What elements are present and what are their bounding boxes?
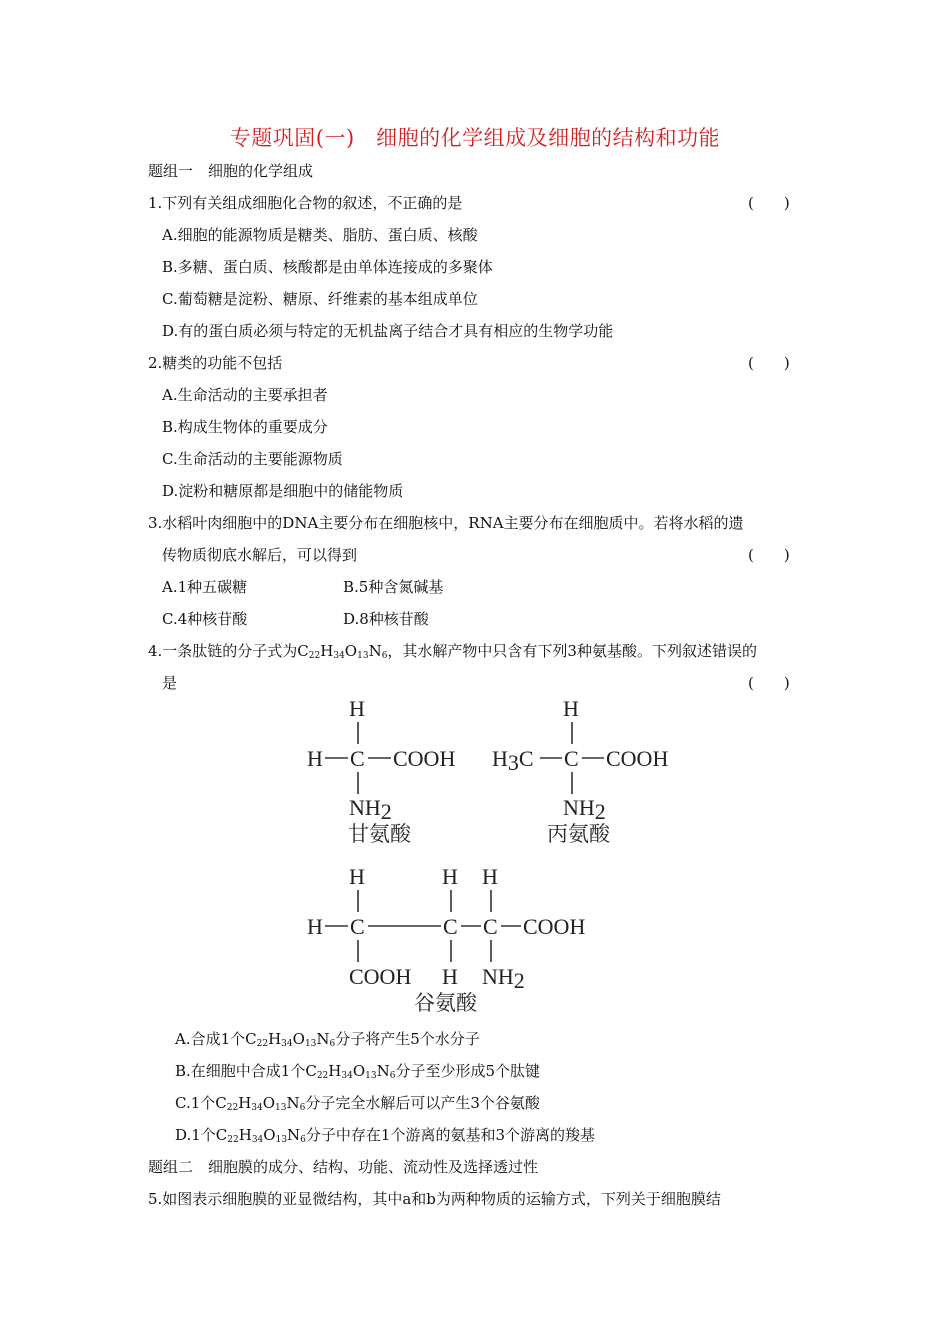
glycine-carboxyl: COOH bbox=[393, 746, 456, 771]
question-3-option-d: D.8种核苷酸 bbox=[343, 610, 429, 628]
glutamate-bottom-h: H bbox=[442, 964, 458, 989]
question-1-option-c: C.葡萄糖是淀粉、糖原、纤维素的基本组成单位 bbox=[162, 290, 478, 308]
question-2-option-b: B.构成生物体的重要成分 bbox=[162, 418, 328, 436]
glutamate-carboxyl: COOH bbox=[523, 914, 586, 939]
glutamate-side-carboxyl: COOH bbox=[349, 964, 412, 989]
question-3-option-b: B.5种含氮碱基 bbox=[343, 578, 444, 596]
glycine-left-h: H bbox=[307, 746, 323, 771]
question-4-option-d: D.1个$C_{22}H_{34}O_{13}N_6$分子中存在1个游离的氨基和3个游离的羧基 bbox=[175, 1126, 595, 1145]
question-2-option-a: A.生命活动的主要承担者 bbox=[162, 386, 328, 404]
section-heading-1: 题组一 细胞的化学组成 bbox=[148, 162, 314, 180]
question-3-option-c: C.4种核苷酸 bbox=[162, 610, 248, 628]
alanine-amino: NH2 bbox=[563, 795, 606, 824]
question-4-stem-pre: 4.一条肽链的分子式为C bbox=[148, 642, 309, 660]
glycine-label: 甘氨酸 bbox=[348, 822, 411, 846]
question-4-stem-line-1: 4.一条肽链的分子式为$C_{22}H_{34}O_{13}N_6$，其水解产物中只含有下列3种氨基酸。下列叙述错误的 bbox=[148, 642, 757, 661]
question-3-stem-line-2: 传物质彻底水解后，可以得到 bbox=[162, 546, 358, 564]
question-1-option-d: D.有的蛋白质必须与特定的无机盐离子结合才具有相应的生物学功能 bbox=[162, 322, 614, 340]
page-title: 专题巩固(一) 细胞的化学组成及细胞的结构和功能 bbox=[229, 126, 721, 150]
question-2-answer-blank: ( ) bbox=[748, 354, 790, 372]
glutamate-top-h-1: H bbox=[349, 864, 365, 889]
glycine-top-h: H bbox=[349, 696, 365, 721]
question-2-stem: 2.糖类的功能不包括 bbox=[148, 354, 283, 372]
question-4-stem-post: ，其水解产物中只含有下列3种氨基酸。下列叙述错误的 bbox=[387, 642, 757, 660]
glycine-structure bbox=[307, 696, 455, 846]
question-3-answer-blank: ( ) bbox=[748, 546, 790, 564]
glycine-alpha-c: C bbox=[350, 746, 365, 771]
question-3-option-a: A.1种五碳糖 bbox=[162, 578, 248, 596]
glutamate-left-h: H bbox=[307, 914, 323, 939]
glutamate-alpha-c: C bbox=[483, 914, 498, 939]
glutamate-label: 谷氨酸 bbox=[414, 991, 477, 1015]
question-4-stem-line-2: 是 bbox=[162, 674, 178, 692]
question-1-stem: 1.下列有关组成细胞化合物的叙述，不正确的是 bbox=[148, 194, 463, 212]
question-5-stem: 5.如图表示细胞膜的亚显微结构，其中a和b为两种物质的运输方式，下列关于细胞膜结 bbox=[148, 1190, 721, 1208]
alanine-structure bbox=[492, 696, 668, 846]
glutamate-top-h-2: H bbox=[442, 864, 458, 889]
question-2-option-c: C.生命活动的主要能源物质 bbox=[162, 450, 343, 468]
question-1-option-a: A.细胞的能源物质是糖类、脂肪、蛋白质、核酸 bbox=[162, 226, 478, 244]
glutamate-amino: NH2 bbox=[482, 964, 525, 993]
glutamate-c-gamma: C bbox=[350, 914, 365, 939]
alanine-carboxyl: COOH bbox=[606, 746, 669, 771]
alanine-label: 丙氨酸 bbox=[547, 822, 610, 846]
alanine-top-h: H bbox=[563, 696, 579, 721]
question-2-option-d: D.淀粉和糖原都是细胞中的储能物质 bbox=[162, 482, 404, 500]
question-1-option-b: B.多糖、蛋白质、核酸都是由单体连接成的多聚体 bbox=[162, 258, 493, 276]
alanine-alpha-c: C bbox=[564, 746, 579, 771]
alanine-methyl: H3C bbox=[492, 746, 534, 775]
glutamate-c-beta: C bbox=[443, 914, 458, 939]
question-4-option-a: A.合成1个$C_{22}H_{34}O_{13}N_6$分子将产生5个水分子 bbox=[175, 1030, 480, 1049]
glutamate-top-h-3: H bbox=[482, 864, 498, 889]
glycine-amino: NH2 bbox=[349, 795, 392, 824]
question-4-option-c: C.1个$C_{22}H_{34}O_{13}N_6$分子完全水解后可以产生3个谷氨酸 bbox=[175, 1094, 540, 1113]
section-heading-2: 题组二 细胞膜的成分、结构、功能、流动性及选择透过性 bbox=[148, 1158, 539, 1176]
question-1-answer-blank: ( ) bbox=[748, 194, 790, 212]
question-4-answer-blank: ( ) bbox=[748, 674, 790, 692]
glutamate-structure bbox=[307, 864, 585, 1015]
question-4-option-b: B.在细胞中合成1个$C_{22}H_{34}O_{13}N_6$分子至少形成5个肽键 bbox=[175, 1062, 540, 1081]
question-3-stem-line-1: 3.水稻叶肉细胞中的DNA主要分布在细胞核中，RNA主要分布在细胞质中。若将水稻的遗 bbox=[148, 514, 744, 532]
